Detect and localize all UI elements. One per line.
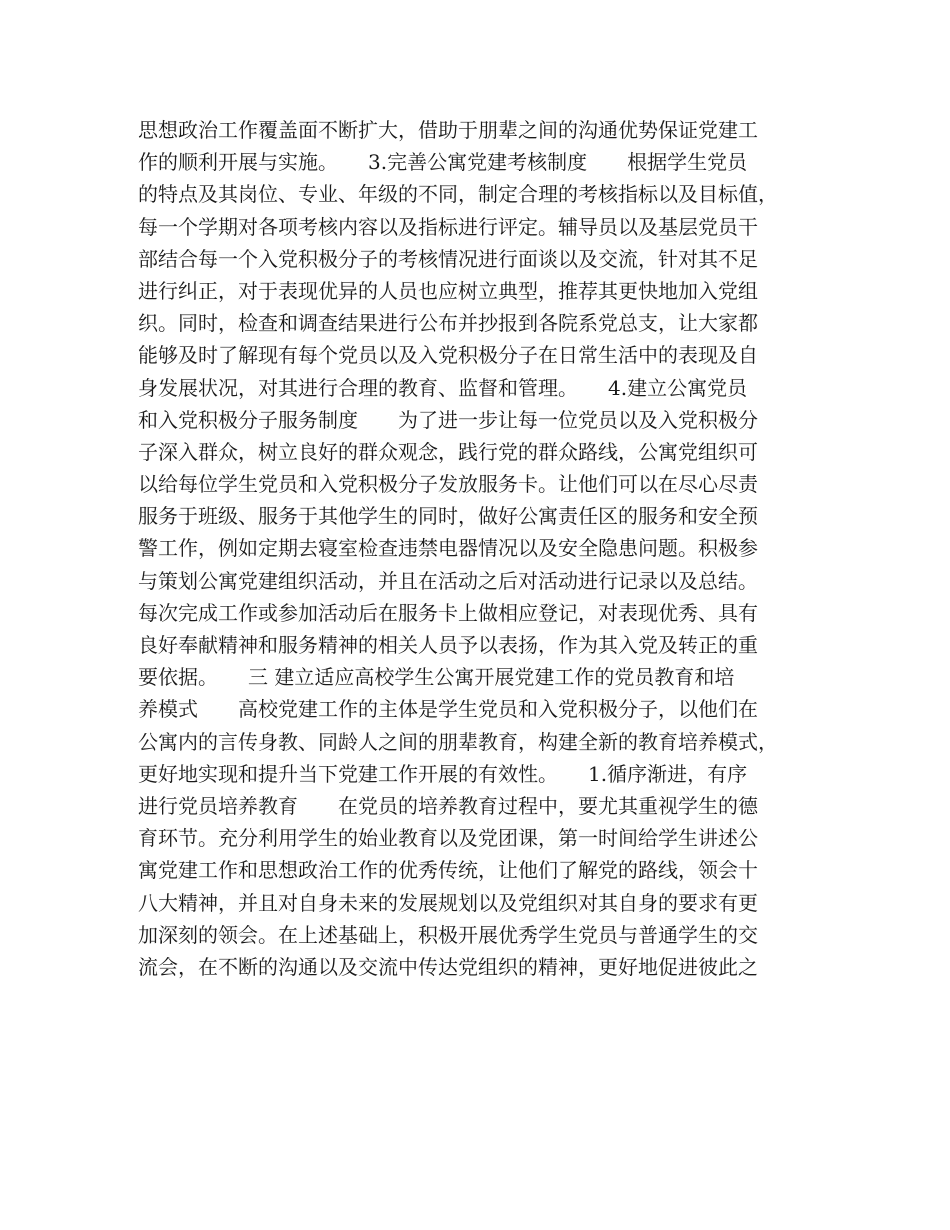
text-line: 要依据。 三 建立适应高校学生公寓开展党建工作的党员教育和培 [138, 665, 735, 690]
text-line: 作的顺利开展与实施。 3.完善公寓党建考核制度 根据学生党员 [138, 150, 748, 175]
text-line: 身发展状况，对其进行合理的教育、监督和管理。 4.建立公寓党员 [138, 375, 748, 400]
text-line: 更好地实现和提升当下党建工作开展的有效性。 1.循序渐进，有序 [138, 761, 748, 786]
text-line: 与策划公寓党建组织活动，并且在活动之后对活动进行记录以及总结。 [138, 568, 758, 593]
text-line: 进行纠正，对于表现优异的人员也应树立典型，推荐其更快地加入党组 [138, 278, 758, 303]
text-line: 每一个学期对各项考核内容以及指标进行评定。辅导员以及基层党员干 [138, 214, 758, 239]
text-line: 流会，在不断的沟通以及交流中传达党组织的精神，更好地促进彼此之 [138, 954, 758, 979]
text-line: 公寓内的言传身教、同龄人之间的朋辈教育，构建全新的教育培养模式， [138, 729, 778, 754]
text-line: 加深刻的领会。在上述基础上，积极开展优秀学生党员与普通学生的交 [138, 922, 758, 947]
text-line: 以给每位学生党员和入党积极分子发放服务卡。让他们可以在尽心尽责 [138, 472, 758, 497]
text-line: 思想政治工作覆盖面不断扩大，借助于朋辈之间的沟通优势保证党建工 [138, 118, 758, 142]
body-text [138, 114, 828, 983]
text-line: 和入党积极分子服务制度 为了进一步让每一位党员以及入党积极分 [138, 407, 758, 432]
text-line: 每次完成工作或参加活动后在服务卡上做相应登记，对表现优秀、具有 [138, 600, 758, 625]
text-line: 寓党建工作和思想政治工作的优秀传统，让他们了解党的路线，领会十 [138, 858, 758, 883]
text-line: 良好奉献精神和服务精神的相关人员予以表扬，作为其入党及转正的重 [138, 633, 758, 657]
text-line: 警工作，例如定期去寝室检查违禁电器情况以及安全隐患问题。积极参 [138, 536, 758, 561]
text-line: 养模式 高校党建工作的主体是学生党员和入党积极分子，以他们在 [138, 697, 758, 722]
text-line: 育环节。充分利用学生的始业教育以及党团课，第一时间给学生讲述公 [138, 826, 758, 851]
text-line: 服务于班级、服务于其他学生的同时，做好公寓责任区的服务和安全预 [138, 504, 758, 529]
text-line: 部结合每一个入党积极分子的考核情况进行面谈以及交流，针对其不足 [138, 246, 758, 271]
text-line: 织。同时，检查和调查结果进行公布并抄报到各院系党总支，让大家都 [138, 311, 758, 336]
text-line: 的特点及其岗位、专业、年级的不同，制定合理的考核指标以及目标值， [138, 182, 778, 207]
text-line: 进行党员培养教育 在党员的培养教育过程中，要尤其重视学生的德 [138, 793, 758, 818]
text-line: 子深入群众，树立良好的群众观念，践行党的群众路线，公寓党组织可 [138, 439, 758, 464]
text-line: 八大精神，并且对自身未来的发展规划以及党组织对其自身的要求有更 [138, 890, 758, 915]
text-line: 能够及时了解现有每个党员以及入党积极分子在日常生活中的表现及自 [138, 343, 758, 368]
